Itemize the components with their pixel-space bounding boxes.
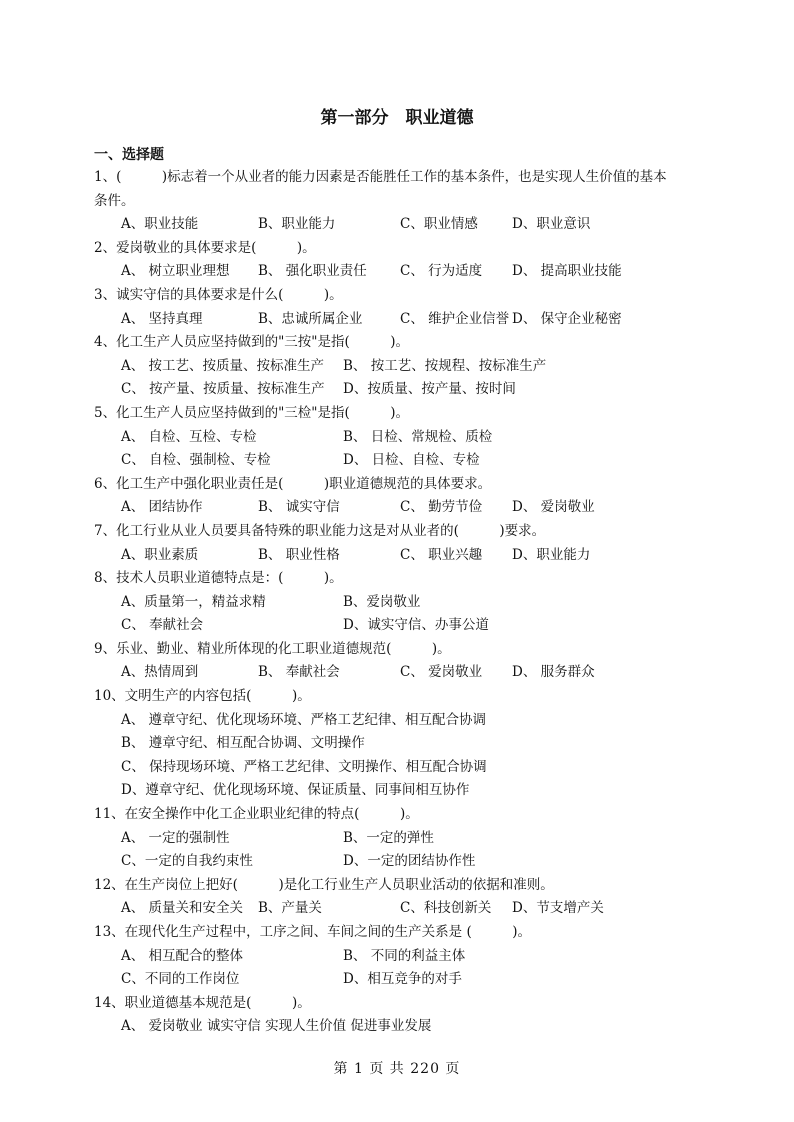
answer-option: D、职业意识 [512, 216, 591, 233]
answer-option: A、 质量关和安全关 [121, 900, 244, 917]
question-item [94, 921, 734, 992]
answer-option: D、节支增产关 [512, 900, 604, 917]
option-row [121, 945, 734, 969]
answer-option: C、不同的工作岗位 [121, 971, 240, 988]
answer-option: C、 维护企业信誉 [400, 310, 510, 327]
question-item [94, 638, 734, 685]
answer-option: A、 坚持真理 [121, 310, 203, 327]
question-text: 2、爱岗敬业的具体要求是( )。 [94, 239, 316, 256]
answer-option: D、 服务群众 [512, 664, 595, 681]
answer-option: A、 自检、互检、专检 [121, 428, 257, 445]
question-list [94, 166, 734, 1039]
answer-option: B、产量关 [258, 900, 322, 917]
answer-option: D、诚实守信、办事公道 [343, 617, 489, 634]
question-text: 9、乐业、勤业、精业所体现的化工职业道德规范( )。 [94, 640, 451, 657]
answer-option: C、 保持现场环境、严格工艺纪律、文明操作、相互配合协调 [121, 758, 487, 775]
answer-option: B、忠诚所属企业 [258, 310, 363, 327]
question-text-continued: 条件。 [94, 192, 135, 209]
question-text: 13、在现代化生产过程中，工序之间、车间之间的生产关系是 ( )。 [94, 924, 532, 940]
question-text: 3、诚实守信的具体要求是什么( )。 [94, 286, 343, 303]
answer-option: C、 勤劳节俭 [400, 499, 483, 516]
question-text: 14、职业道德基本规范是( )。 [94, 994, 311, 1011]
answer-option: D、 爱岗敬业 [512, 499, 595, 516]
question-text: 11、在安全操作中化工企业职业纪律的特点( )。 [94, 806, 419, 823]
answer-option: A、 树立职业理想 [121, 263, 230, 280]
page-title: 第一部分 职业道德 [320, 108, 474, 128]
answer-option: B、 强化职业责任 [258, 263, 367, 280]
answer-option: A、 按工艺、按质量、按标准生产 [121, 357, 325, 374]
question-text: 12、在生产岗位上把好( )是化工行业生产人员职业活动的依据和准则。 [94, 876, 554, 893]
option-row [121, 426, 734, 450]
option-row [121, 378, 734, 402]
option-row [121, 591, 734, 615]
option-row [121, 756, 734, 780]
answer-option: A、 团结协作 [121, 499, 203, 516]
section-heading: 一、选择题 [94, 147, 164, 163]
option-row [121, 661, 734, 685]
option-row [121, 449, 734, 473]
answer-option: A、 一定的强制性 [121, 829, 230, 846]
option-row [121, 260, 734, 284]
option-row [121, 544, 734, 568]
option-row [121, 709, 734, 733]
answer-option: B、 奉献社会 [258, 664, 340, 681]
answer-option: C、 爱岗敬业 [400, 664, 483, 681]
answer-option: C、 按产量、按质量、按标准生产 [121, 381, 325, 398]
answer-option: C、 自检、强制检、专检 [121, 452, 271, 469]
answer-option: D、一定的团结协作性 [343, 853, 476, 870]
answer-option: C、职业情感 [400, 216, 478, 233]
question-item [94, 284, 734, 331]
answer-option: A、 相互配合的整体 [121, 947, 244, 964]
question-item [94, 685, 734, 803]
answer-option: A、职业技能 [121, 216, 199, 233]
answer-option: A、热情周到 [121, 664, 199, 681]
option-row [121, 779, 734, 803]
option-row [121, 827, 734, 851]
question-text: 7、化工行业从业人员要具备特殊的职业能力这是对从业者的( )要求。 [94, 522, 546, 539]
option-row [121, 496, 734, 520]
option-row [121, 732, 734, 756]
option-row [121, 897, 734, 921]
option-row [121, 614, 734, 638]
question-item [94, 803, 734, 874]
option-row [121, 968, 734, 992]
answer-option: C、 奉献社会 [121, 617, 204, 634]
answer-option: B、 按工艺、按规程、按标准生产 [343, 357, 547, 374]
answer-option: B、爱岗敬业 [343, 593, 421, 610]
answer-option: D、按质量、按产量、按时间 [343, 381, 516, 398]
question-item [94, 331, 734, 402]
answer-option: B、职业能力 [258, 216, 336, 233]
option-row [121, 355, 734, 379]
answer-option: B、 遵章守纪、相互配合协调、文明操作 [121, 735, 365, 752]
answer-option: C、 行为适度 [400, 263, 483, 280]
question-item [94, 567, 734, 638]
answer-option: B、一定的弹性 [343, 829, 434, 846]
question-text: 10、文明生产的内容包括( )。 [94, 688, 311, 705]
question-item [94, 402, 734, 473]
answer-option: B、 日检、常规检、质检 [343, 428, 493, 445]
answer-option: A、质量第一，精益求精 [121, 593, 266, 610]
answer-option: C、科技创新关 [400, 900, 492, 917]
answer-option: B、 职业性格 [258, 546, 340, 563]
question-item [94, 520, 734, 567]
question-item [94, 874, 734, 921]
question-text: 5、化工生产人员应坚持做到的"三检"是指( )。 [94, 404, 410, 421]
option-row [121, 308, 734, 332]
option-row [121, 1015, 734, 1039]
answer-option: B、 诚实守信 [258, 499, 340, 516]
question-text: 1、( )标志着一个从业者的能力因素是否能胜任工作的基本条件，也是实现人生价值的基本 [94, 169, 667, 185]
question-item [94, 237, 734, 284]
answer-option: D、相互竞争的对手 [343, 971, 462, 988]
question-item [94, 992, 734, 1039]
question-item [94, 473, 734, 520]
option-row [121, 850, 734, 874]
answer-option: C、一定的自我约束性 [121, 853, 253, 870]
answer-option: D、职业能力 [512, 546, 591, 563]
answer-option: B、 不同的利益主体 [343, 947, 466, 964]
option-row [121, 213, 734, 237]
answer-option: D、 保守企业秘密 [512, 310, 622, 327]
answer-option: D、 提高职业技能 [512, 263, 622, 280]
question-text: 8、技术人员职业道德特点是：( )。 [94, 570, 343, 587]
answer-option: A、职业素质 [121, 546, 199, 563]
answer-option: C、 职业兴趣 [400, 546, 483, 563]
page-footer: 第 1 页 共 220 页 [333, 1061, 461, 1077]
question-text: 6、化工生产中强化职业责任是( )职业道德规范的具体要求。 [94, 475, 492, 492]
answer-option: D、 日检、自检、专检 [343, 452, 480, 469]
answer-option: D、遵章守纪、优化现场环境、保证质量、同事间相互协作 [121, 782, 470, 799]
answer-option: A、 爱岗敬业 诚实守信 实现人生价值 促进事业发展 [121, 1018, 432, 1035]
answer-option: A、 遵章守纪、优化现场环境、严格工艺纪律、相互配合协调 [121, 711, 487, 728]
question-item [94, 166, 734, 237]
question-text: 4、化工生产人员应坚持做到的"三按"是指( )。 [94, 334, 410, 351]
